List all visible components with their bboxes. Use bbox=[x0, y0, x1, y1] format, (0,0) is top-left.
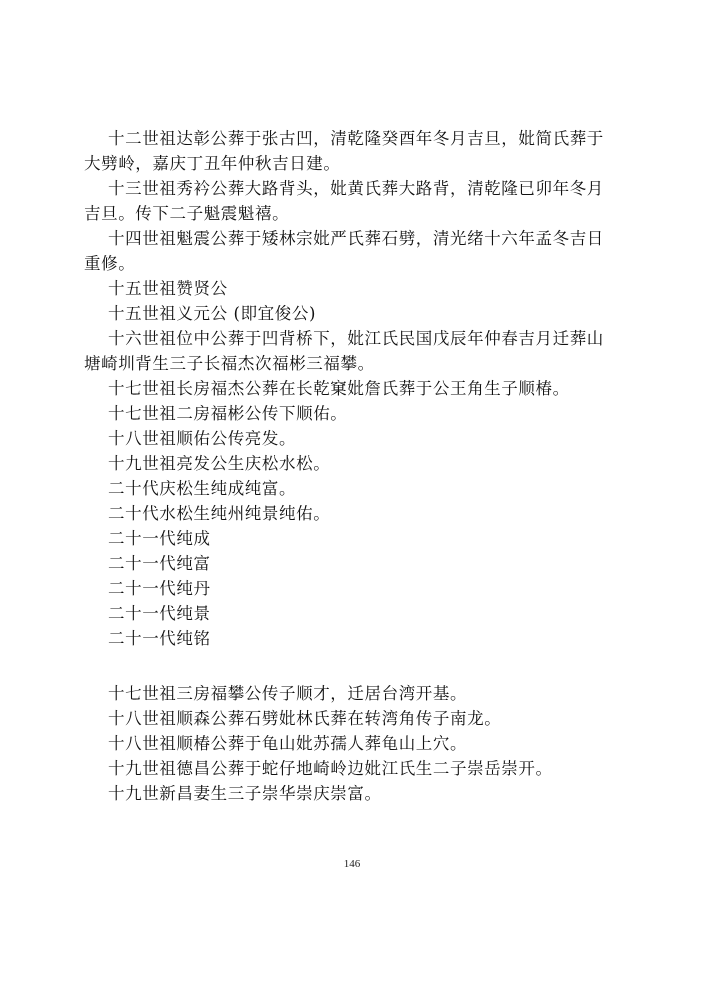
line-generation-15-a: 十五世祖赞贤公 bbox=[108, 279, 228, 298]
line-generation-17-b: 十七世祖二房福彬公传下顺佑。 bbox=[108, 404, 348, 423]
page-number: 146 bbox=[343, 858, 361, 870]
line-generation-21-d: 二十一代纯景 bbox=[108, 604, 211, 623]
line-generation-21-e: 二十一代纯铭 bbox=[108, 629, 211, 648]
line-generation-19: 十九世祖亮发公生庆松水松。 bbox=[108, 454, 331, 473]
line-generation-15-b: 十五世祖义元公 (即宜俊公) bbox=[108, 304, 317, 323]
section-gap bbox=[84, 651, 620, 681]
line-generation-21-a: 二十一代纯成 bbox=[108, 529, 211, 548]
document-body bbox=[84, 126, 620, 806]
line-generation-20-b: 二十代水松生纯州纯景纯佑。 bbox=[108, 504, 331, 523]
paragraph-generation-16: 十六世祖位中公葬于凹背桥下，妣江氏民国戊辰年仲春吉月迁葬山塘崎圳背生三子长福杰次福彬三福攀。 bbox=[84, 329, 604, 373]
line-branch-19-b: 十九世新昌妻生三子崇华崇庆崇富。 bbox=[108, 784, 382, 803]
paragraph-generation-12: 十二世祖达彰公葬于张古凹，清乾隆癸酉年冬月吉旦，妣简氏葬于大劈岭，嘉庆丁丑年仲秋吉日建。 bbox=[84, 129, 604, 173]
line-branch-19-a: 十九世祖德昌公葬于蛇仔地崎岭边妣江氏生二子崇岳崇开。 bbox=[108, 759, 553, 778]
line-generation-17-a: 十七世祖长房福杰公葬在长乾窠妣詹氏葬于公王角生子顺椿。 bbox=[108, 379, 570, 398]
line-generation-21-b: 二十一代纯富 bbox=[108, 554, 211, 573]
paragraph-generation-14: 十四世祖魁震公葬于矮林宗妣严氏葬石劈，清光绪十六年孟冬吉日重修。 bbox=[84, 229, 604, 273]
paragraph-generation-13: 十三世祖秀衿公葬大路背头，妣黄氏葬大路背，清乾隆已卯年冬月吉旦。传下二子魁震魁禧。 bbox=[84, 179, 604, 223]
line-branch-18-b: 十八世祖顺椿公葬于龟山妣苏孺人葬龟山上穴。 bbox=[108, 734, 468, 753]
line-generation-20-a: 二十代庆松生纯成纯富。 bbox=[108, 479, 297, 498]
line-generation-21-c: 二十一代纯丹 bbox=[108, 579, 211, 598]
line-generation-18: 十八世祖顺佑公传亮发。 bbox=[108, 429, 297, 448]
line-branch-17-third: 十七世祖三房福攀公传子顺才，迁居台湾开基。 bbox=[108, 684, 468, 703]
line-branch-18-a: 十八世祖顺森公葬石劈妣林氏葬在转湾角传子南龙。 bbox=[108, 709, 502, 728]
